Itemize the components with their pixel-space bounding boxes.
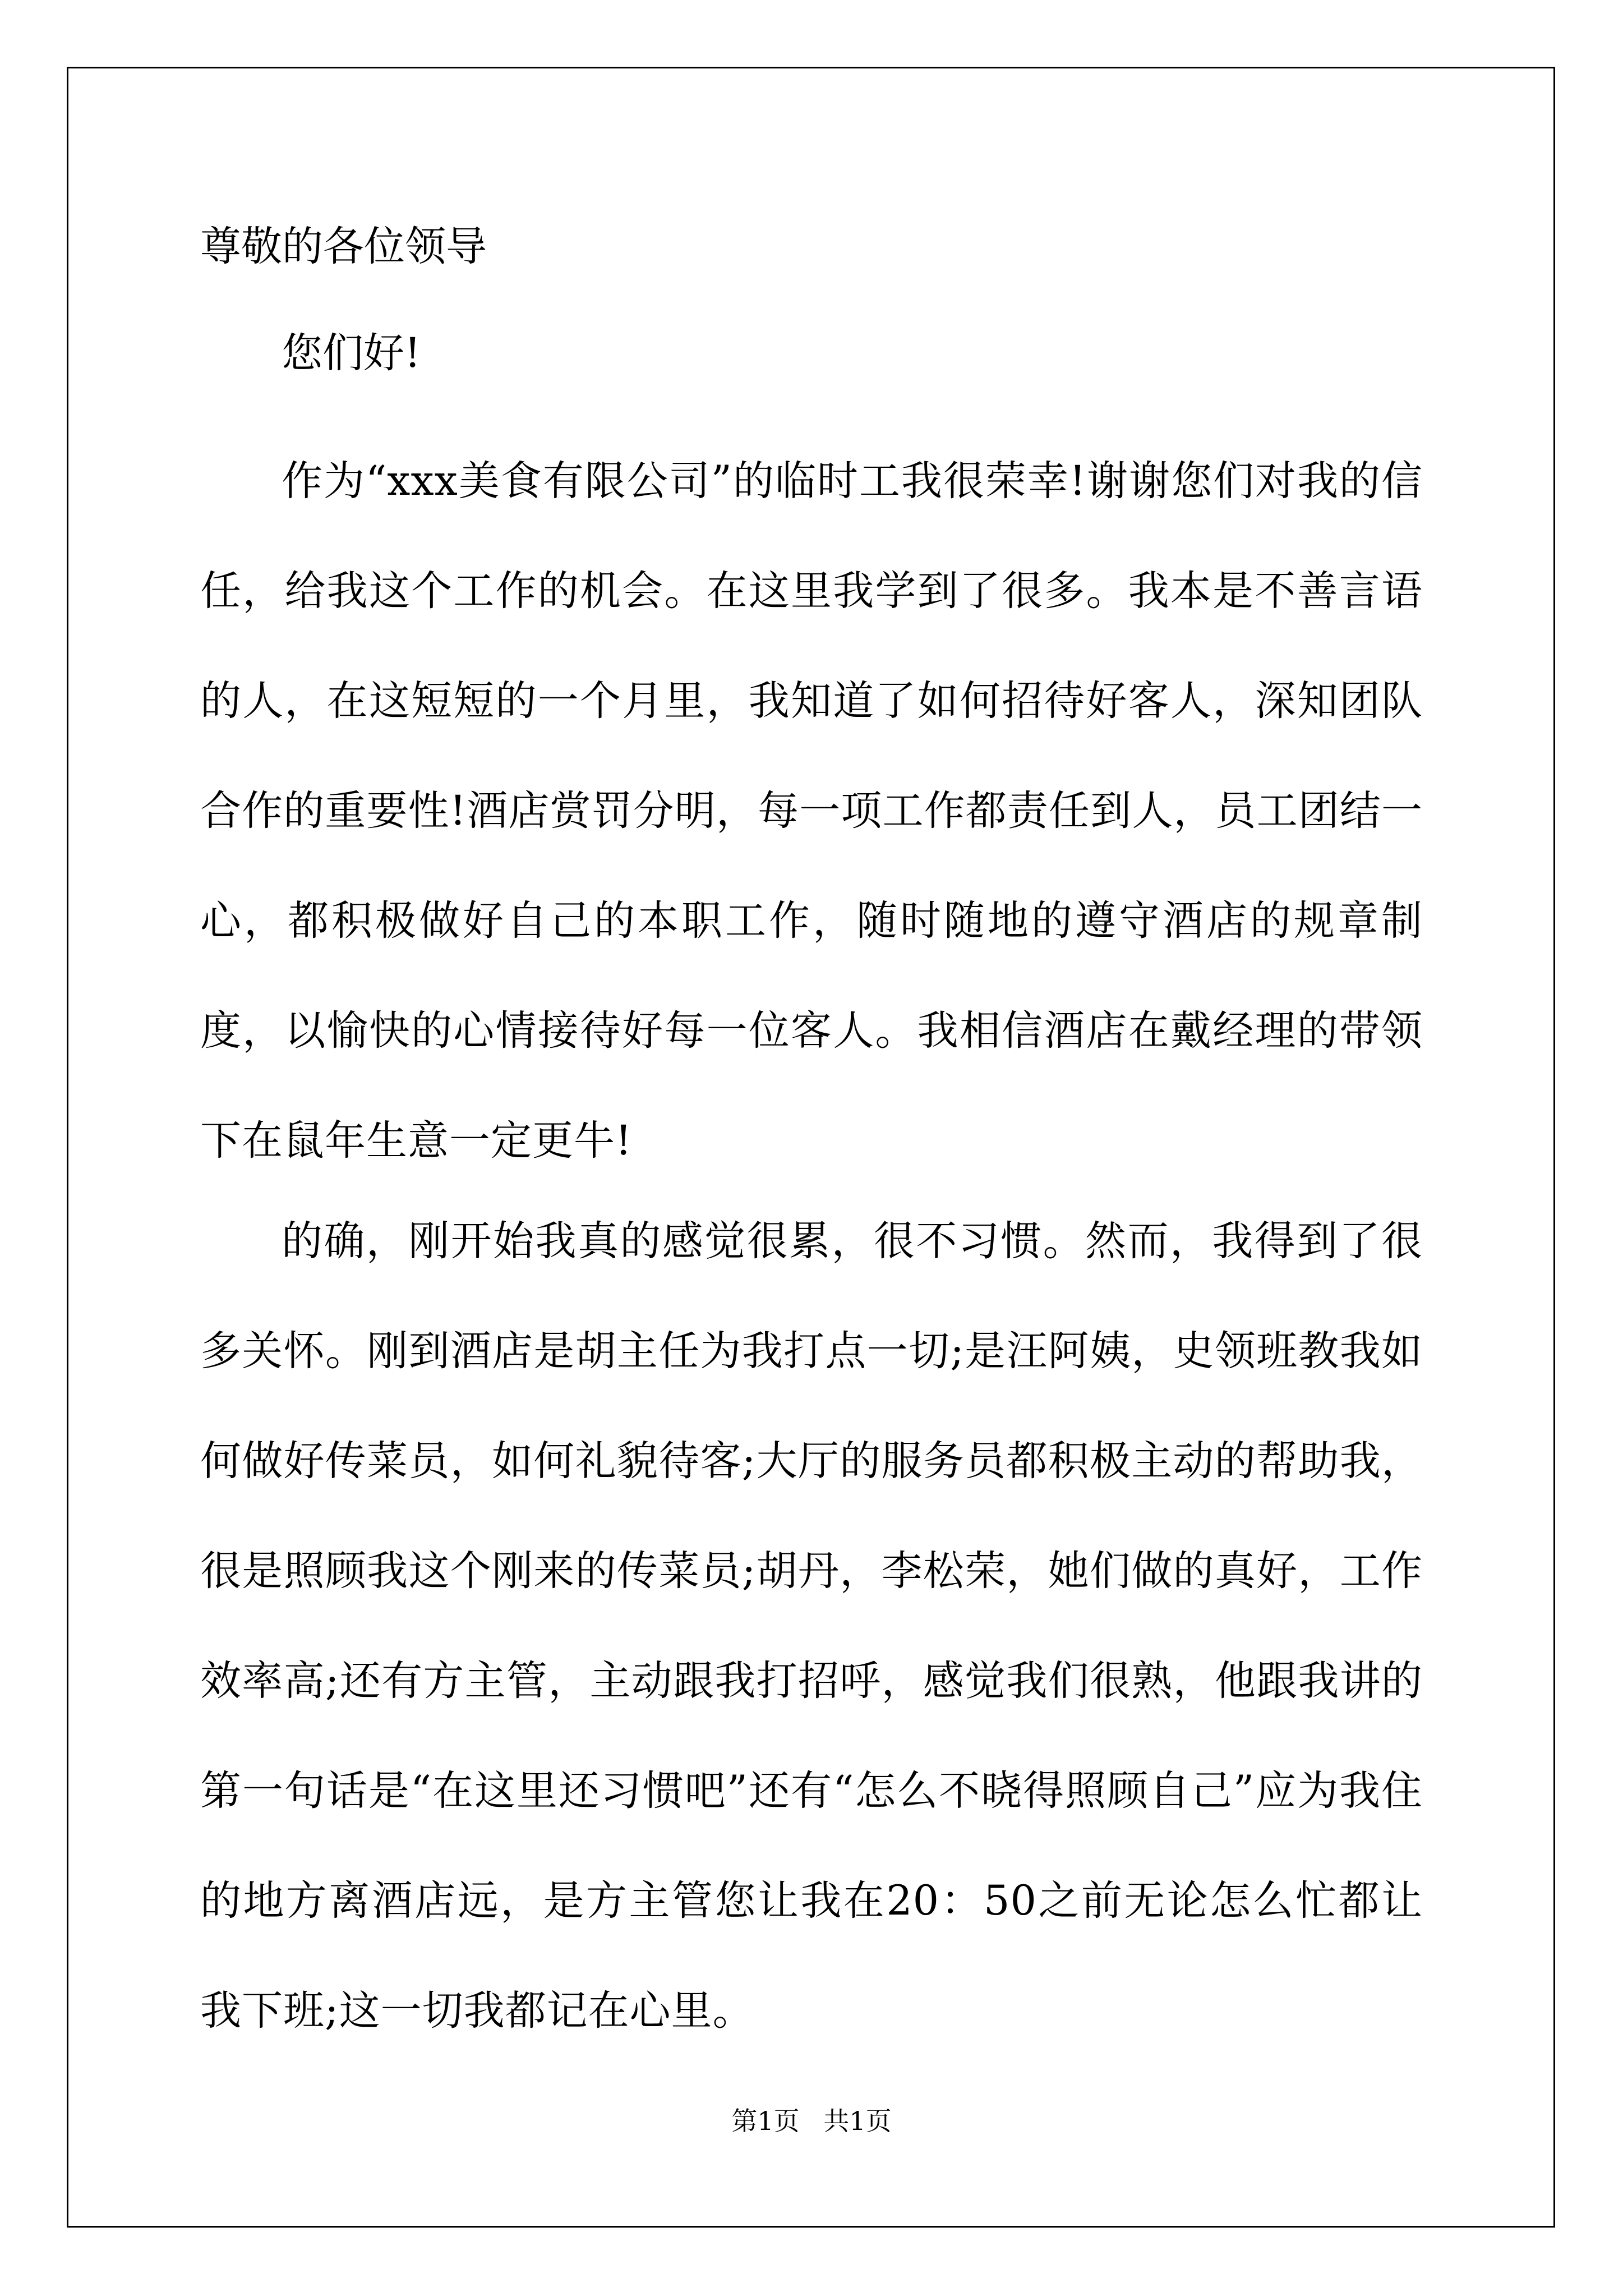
paragraph-text: 作为“xxx美食有限公司”的临时工我很荣幸!谢谢您们对我的信任，给我这个工作的机会。在这里我学到了很多。我本是不善言语的人，在这短短的一个月里，我知道了如何招待好客人，深知团队合作的重要性!酒店赏罚分明，每一项工作都责任到人，员工团结一心，都积极做好自己的本职工作，随时随地的遵守酒店的规章制度，以愉快的心情接待好每一位客人。我相信酒店在戴经理的带领下在鼠年生意一定更牛! [200, 457, 1423, 1165]
page-number: 第1页 [731, 2106, 800, 2136]
body-paragraph-1 [200, 426, 1423, 1196]
paragraph-text: 的确，刚开始我真的感觉很累，很不习惯。然而，我得到了很多关怀。刚到酒店是胡主任为我打点一切;是汪阿姨，史领班教我如何做好传菜员，如何礼貌待客;大厅的服务员都积极主动的帮助我，很是照顾我这个刚来的传菜员;胡丹，李松荣，她们做的真好，工作效率高;还有方主管，主动跟我打招呼，感觉我们很熟，他跟我讲的第一句话是“在这里还习惯吧”还有“怎么不晓得照顾自己”应为我住的地方离酒店远，是方主管您让我在20：50之前无论怎么忙都让我下班;这一切我都记在心里。 [200, 1217, 1423, 2035]
page-total: 共1页 [823, 2106, 892, 2136]
salutation: 尊敬的各位领导 [200, 223, 487, 270]
body-paragraph-2 [200, 1186, 1423, 2066]
greeting: 您们好! [282, 329, 421, 377]
page-footer [0, 2101, 1623, 2138]
